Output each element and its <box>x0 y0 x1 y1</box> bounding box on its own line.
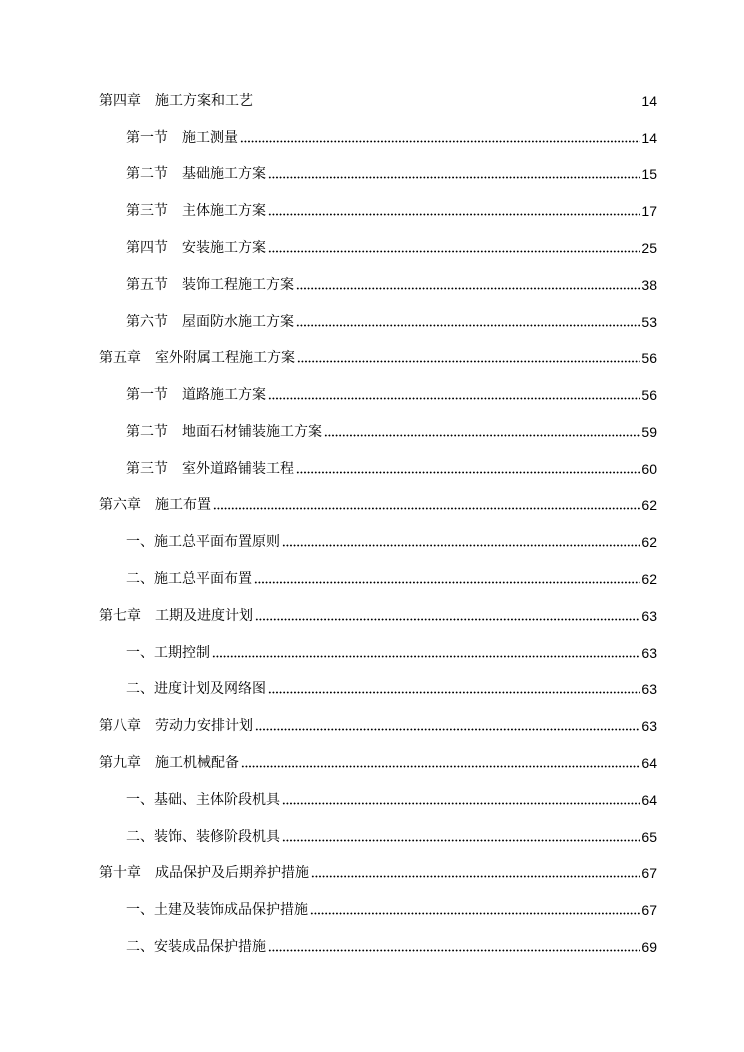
toc-entry-title: 地面石材铺装施工方案 <box>182 424 322 440</box>
toc-entry[interactable] <box>126 125 657 147</box>
toc-entry-number: 一、 <box>126 792 154 808</box>
toc-entry-label <box>126 680 266 698</box>
toc-dot-leader <box>268 213 640 216</box>
toc-entry-label <box>126 570 252 588</box>
toc-entry-title: 工期控制 <box>154 645 210 661</box>
toc-dot-leader <box>268 949 640 952</box>
toc-entry-title: 基础、主体阶段机具 <box>154 792 280 808</box>
toc-entry-page: 14 <box>641 130 657 146</box>
toc-entry[interactable] <box>126 419 657 441</box>
toc-entry[interactable] <box>126 640 657 662</box>
toc-entry-label <box>126 202 266 220</box>
toc-entry-number: 第八章 <box>99 718 141 734</box>
toc-dot-leader <box>268 176 640 179</box>
toc-entry-label <box>126 313 294 331</box>
toc-dot-leader <box>297 360 640 363</box>
toc-entry-page: 14 <box>641 93 657 109</box>
toc-entry-page: 53 <box>641 314 657 330</box>
toc-entry-number: 第五章 <box>99 350 141 366</box>
toc-entry-number: 第一节 <box>126 130 168 146</box>
toc-dot-leader <box>296 324 640 327</box>
toc-entry-page: 62 <box>641 571 657 587</box>
toc-entry-label <box>126 791 280 809</box>
toc-entry-page: 17 <box>641 203 657 219</box>
toc-entry[interactable] <box>126 676 657 698</box>
toc-dot-leader <box>282 839 640 842</box>
toc-entry-number: 二、 <box>126 829 154 845</box>
toc-entry-number: 第四节 <box>126 240 168 256</box>
toc-entry-title: 装饰工程施工方案 <box>182 277 294 293</box>
toc-entry-label <box>99 717 253 735</box>
toc-entry-number: 第五节 <box>126 277 168 293</box>
toc-entry-title: 施工总平面布置 <box>154 571 252 587</box>
toc-entry-label <box>126 901 308 919</box>
toc-entry-label <box>126 644 210 662</box>
toc-entry-label <box>126 386 266 404</box>
toc-dot-leader <box>213 507 640 510</box>
toc-entry-page: 56 <box>641 387 657 403</box>
toc-entry[interactable] <box>126 566 657 588</box>
toc-entry-page: 60 <box>641 461 657 477</box>
toc-entry[interactable] <box>99 750 657 772</box>
toc-entry-title: 工期及进度计划 <box>155 608 253 624</box>
toc-entry-label <box>99 864 309 882</box>
toc-entry-label <box>99 754 239 772</box>
toc-dot-leader <box>254 581 640 584</box>
toc-entry-title: 劳动力安排计划 <box>155 718 253 734</box>
toc-entry[interactable] <box>99 345 657 367</box>
toc-entry-label <box>126 460 294 478</box>
toc-entry-label <box>126 239 266 257</box>
toc-entry-number: 一、 <box>126 645 154 661</box>
toc-entry[interactable] <box>126 382 657 404</box>
toc-entry-label <box>126 828 280 846</box>
toc-entry-number: 第三节 <box>126 461 168 477</box>
toc-entry-page: 63 <box>641 645 657 661</box>
toc-entry[interactable] <box>126 824 657 846</box>
toc-entry-number: 第二节 <box>126 166 168 182</box>
toc-entry-title: 施工方案和工艺 <box>155 93 253 109</box>
toc-entry[interactable] <box>99 603 657 625</box>
toc-entry[interactable] <box>99 860 657 882</box>
toc-entry-page: 63 <box>641 718 657 734</box>
toc-entry-number: 第九章 <box>99 755 141 771</box>
toc-entry-number: 第六章 <box>99 497 141 513</box>
toc-entry-number: 第七章 <box>99 608 141 624</box>
toc-entry-page: 67 <box>641 902 657 918</box>
toc-dot-leader <box>268 250 640 253</box>
toc-dot-leader <box>282 802 640 805</box>
toc-entry-number: 第一节 <box>126 387 168 403</box>
toc-entry-title: 安装成品保护措施 <box>154 939 266 955</box>
toc-entry-page: 56 <box>641 350 657 366</box>
toc-entry-page: 67 <box>641 865 657 881</box>
toc-dot-leader <box>296 471 640 474</box>
toc-entry-page: 62 <box>641 534 657 550</box>
toc-entry-number: 第四章 <box>99 93 141 109</box>
toc-dot-leader <box>282 544 640 547</box>
toc-entry-page: 64 <box>641 792 657 808</box>
toc-entry-title: 施工布置 <box>155 497 211 513</box>
toc-entry-page: 38 <box>641 277 657 293</box>
toc-entry[interactable] <box>126 272 657 294</box>
toc-entry-title: 施工测量 <box>182 130 238 146</box>
toc-entry[interactable] <box>126 897 657 919</box>
toc-dot-leader <box>255 728 640 731</box>
toc-dot-leader <box>310 912 640 915</box>
toc-entry-number: 二、 <box>126 571 154 587</box>
toc-entry[interactable] <box>126 198 657 220</box>
toc-entry-number: 第三节 <box>126 203 168 219</box>
toc-entry[interactable] <box>99 713 657 735</box>
toc-entry-label <box>126 533 280 551</box>
toc-entry-label <box>126 129 238 147</box>
toc-dot-leader <box>255 618 640 621</box>
toc-dot-leader <box>212 655 640 658</box>
toc-entry-title: 道路施工方案 <box>182 387 266 403</box>
toc-entry-title: 室外附属工程施工方案 <box>155 350 295 366</box>
toc-entry-number: 二、 <box>126 681 154 697</box>
toc-entry-number: 一、 <box>126 902 154 918</box>
toc-entry-page: 65 <box>641 829 657 845</box>
toc-dot-leader <box>268 397 640 400</box>
toc-entry-page: 59 <box>641 424 657 440</box>
toc-entry-number: 一、 <box>126 534 154 550</box>
toc-entry-label <box>126 276 294 294</box>
toc-dot-leader <box>241 765 640 768</box>
toc-entry-number: 第二节 <box>126 424 168 440</box>
toc-entry-title: 成品保护及后期养护措施 <box>155 865 309 881</box>
toc-entry[interactable] <box>126 787 657 809</box>
toc-entry-title: 基础施工方案 <box>182 166 266 182</box>
toc-entry[interactable] <box>126 529 657 551</box>
toc-entry-page: 63 <box>641 681 657 697</box>
toc-entry-number: 第十章 <box>99 865 141 881</box>
toc-entry[interactable] <box>126 309 657 331</box>
toc-entry-label <box>126 165 266 183</box>
toc-entry-title: 施工机械配备 <box>155 755 239 771</box>
toc-dot-leader <box>268 691 640 694</box>
toc-entry-title: 主体施工方案 <box>182 203 266 219</box>
toc-entry-label <box>99 607 253 625</box>
toc-entry-title: 室外道路铺装工程 <box>182 461 294 477</box>
toc-entry-page: 25 <box>641 240 657 256</box>
toc-entry[interactable] <box>126 161 657 183</box>
toc-entry-title: 屋面防水施工方案 <box>182 314 294 330</box>
toc-entry-title: 施工总平面布置原则 <box>154 534 280 550</box>
toc-dot-leader <box>324 434 640 437</box>
toc-entry-title: 土建及装饰成品保护措施 <box>154 902 308 918</box>
toc-entry[interactable] <box>126 235 657 257</box>
toc-dot-leader <box>311 875 640 878</box>
toc-entry-title: 装饰、装修阶段机具 <box>154 829 280 845</box>
toc-entry[interactable] <box>126 456 657 478</box>
toc-dot-leader <box>255 103 640 106</box>
toc-entry-page: 15 <box>641 166 657 182</box>
toc-entry[interactable] <box>99 492 657 514</box>
toc-entry-number: 二、 <box>126 939 154 955</box>
toc-entry[interactable] <box>126 934 657 956</box>
toc-dot-leader <box>240 140 640 143</box>
toc-dot-leader <box>296 287 640 290</box>
toc-entry-number: 第六节 <box>126 314 168 330</box>
toc-entry-page: 63 <box>641 608 657 624</box>
toc-entry-page: 64 <box>641 755 657 771</box>
toc-entry-title: 进度计划及网络图 <box>154 681 266 697</box>
toc-entry-title: 安装施工方案 <box>182 240 266 256</box>
toc-entry-label <box>126 423 322 441</box>
toc-entry-label <box>99 92 253 110</box>
toc-entry-label <box>126 938 266 956</box>
toc-entry-page: 62 <box>641 497 657 513</box>
toc-entry-page: 69 <box>641 939 657 955</box>
toc-entry[interactable] <box>99 88 657 110</box>
toc-entry-label <box>99 349 295 367</box>
toc-entry-label <box>99 496 211 514</box>
